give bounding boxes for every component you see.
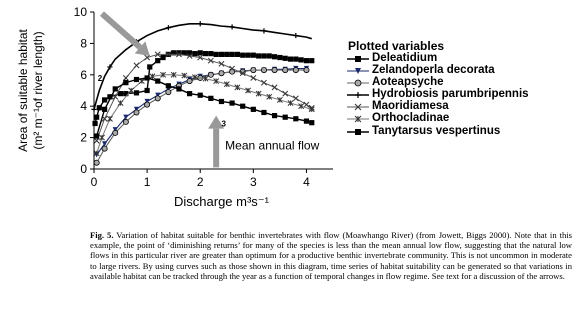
series-point	[261, 110, 266, 115]
series-point	[256, 91, 261, 96]
series-point	[229, 24, 234, 29]
legend-label: Tanytarsus vespertinus	[372, 124, 501, 137]
series-point	[283, 67, 288, 72]
series-point	[251, 107, 256, 112]
y-tick-label: 4	[80, 99, 87, 114]
legend-title: Plotted variables	[348, 39, 445, 53]
series-point	[134, 77, 139, 82]
series-point	[256, 53, 261, 58]
series-point	[97, 105, 102, 110]
series-point	[293, 57, 298, 62]
series-point	[219, 52, 224, 57]
series-point	[293, 67, 298, 72]
series-point	[224, 52, 229, 57]
series-point	[245, 88, 250, 93]
series-point	[219, 61, 224, 66]
series-point	[123, 119, 128, 124]
series-point	[219, 99, 224, 104]
series-point	[304, 67, 309, 72]
legend-swatch	[346, 113, 370, 125]
caption-label: Fig. 5.	[90, 230, 114, 240]
series-point	[261, 53, 266, 58]
series-point	[166, 25, 171, 30]
series-point	[134, 63, 139, 68]
caption-text: Variation of habitat suitable for benthic invertebrates with flow (Moawhango River) (from Jowett, Biggs 2000). Note that in this example, the point of ‘diminishing returns’ for many of the species is less than the mean annual low flow, suggesting that the natural low flows in this particular river are greater than optimum for a productive benthic invertebrate community. This is not uncommon in moderate to large rivers. By using curves such as those shown in this diagram, time series of habitat suitability can be generated so that variations in available habitat can be tracked through the year as a function of temporal changes in flow regime. See text for a discussion of the arrows.	[90, 230, 572, 281]
series-point	[235, 85, 240, 90]
series-point	[155, 78, 160, 83]
legend-swatch	[346, 126, 370, 138]
series-point	[192, 51, 197, 56]
series-point	[240, 104, 245, 109]
y-tick-label: 6	[80, 67, 87, 82]
y-axis-label-line2: (m² m⁻¹of river length)	[31, 31, 45, 150]
series-point	[208, 96, 213, 101]
legend-label: Hydrobiosis parumbripennis	[372, 88, 529, 101]
x-tick-label: 2	[196, 175, 204, 189]
series-point	[245, 53, 250, 58]
series-point	[267, 53, 272, 58]
series-point	[102, 97, 107, 102]
series-point	[198, 93, 203, 98]
series-point	[134, 110, 139, 115]
series-point	[235, 52, 240, 57]
legend-label: Aoteapsyche	[372, 76, 444, 89]
series-point	[277, 97, 282, 102]
series-point	[123, 91, 128, 96]
legend-swatch-marker	[355, 56, 361, 62]
series-point	[283, 56, 288, 61]
series-point	[261, 80, 266, 85]
series-point	[160, 55, 165, 60]
series-point	[145, 88, 150, 93]
series-point	[113, 86, 118, 91]
inline-label: 3	[221, 119, 226, 129]
legend-swatch-marker	[355, 80, 361, 86]
series-point	[293, 116, 298, 121]
series-point	[99, 135, 104, 140]
series-point	[203, 51, 208, 56]
legend-swatch	[346, 89, 370, 101]
series-point	[309, 58, 314, 63]
legend-label: Maoridiamesa	[372, 100, 449, 113]
series-point	[107, 116, 112, 121]
inline-label: 2	[97, 74, 103, 84]
series-point	[272, 85, 277, 90]
series-point	[219, 71, 224, 76]
series-point	[208, 72, 213, 77]
series-point	[94, 133, 99, 138]
series-5	[94, 52, 314, 144]
legend-swatch	[346, 77, 370, 89]
series-point	[113, 130, 118, 135]
legend-swatch	[346, 65, 370, 77]
series-point	[145, 102, 150, 107]
series-point	[155, 96, 160, 101]
series-point	[187, 78, 192, 83]
series-point	[187, 91, 192, 96]
y-tick-label: 2	[80, 130, 87, 145]
series-point	[129, 88, 134, 93]
series-point	[240, 53, 245, 58]
series-point	[283, 91, 288, 96]
legend-label: Zelandoperla decorata	[372, 64, 495, 77]
series-point	[229, 52, 234, 57]
series-point	[251, 67, 256, 72]
series-point	[272, 113, 277, 118]
series-point	[94, 138, 99, 143]
series-point	[293, 96, 298, 101]
series-point	[176, 86, 181, 91]
legend-label: Deleatidium	[372, 52, 438, 64]
series-point	[277, 55, 282, 60]
series-point	[208, 51, 213, 56]
series-point	[123, 75, 128, 80]
series-point	[309, 120, 314, 125]
series-point	[92, 121, 97, 126]
series-point	[304, 102, 309, 107]
legend-swatch-marker	[355, 129, 361, 135]
series-point	[293, 33, 298, 38]
series-point	[251, 75, 256, 80]
series-point	[304, 119, 309, 124]
legend-label: Orthocladinae	[372, 112, 450, 125]
series-point	[145, 75, 150, 80]
series-point	[229, 100, 234, 105]
series-point	[261, 28, 266, 33]
series-point	[147, 64, 152, 69]
series-point	[198, 21, 203, 26]
x-tick-label: 1	[143, 175, 151, 189]
legend	[346, 39, 576, 138]
series-point	[288, 57, 293, 62]
series-point	[198, 50, 203, 55]
legend-items	[346, 53, 576, 138]
series-point	[267, 94, 272, 99]
series-point	[299, 104, 304, 109]
legend-swatch	[346, 53, 370, 65]
x-tick-label: 0	[90, 175, 98, 189]
series-line	[97, 78, 312, 136]
series-point	[155, 58, 160, 63]
series-point	[272, 54, 277, 59]
series-point	[94, 160, 99, 165]
series-point	[283, 115, 288, 120]
figure-caption	[90, 230, 572, 281]
y-tick-label: 10	[73, 5, 87, 19]
y-axis-label-line1: Area of suitable habitat	[16, 29, 30, 152]
series-point	[299, 57, 304, 62]
series-point	[288, 100, 293, 105]
series-point	[118, 91, 123, 96]
series-point	[166, 83, 171, 88]
series-point	[261, 67, 266, 72]
series-point	[214, 52, 219, 57]
legend-swatch	[346, 101, 370, 113]
series-point	[134, 90, 139, 95]
x-tick-label: 3	[249, 175, 257, 189]
x-axis-label: Discharge m³s⁻¹	[174, 194, 269, 209]
series-point	[123, 80, 128, 85]
series-point	[94, 115, 99, 120]
series-point	[251, 53, 256, 58]
annotation-label: Mean annual flow	[225, 138, 320, 153]
series-point	[102, 107, 107, 112]
series-point	[102, 146, 107, 151]
y-tick-label: 8	[80, 36, 87, 51]
series-point	[272, 67, 277, 72]
series-point	[304, 58, 309, 63]
series-7	[94, 75, 314, 138]
legend-item	[346, 126, 576, 138]
series-point	[166, 89, 171, 94]
series-line	[95, 53, 312, 124]
series-point	[118, 100, 123, 105]
annotation-arrow-shaft	[102, 14, 140, 48]
series-point	[224, 82, 229, 87]
legend-swatch-marker	[355, 92, 361, 98]
series-point	[208, 58, 213, 63]
x-tick-label: 4	[303, 175, 310, 189]
y-tick-label: 0	[80, 162, 87, 176]
